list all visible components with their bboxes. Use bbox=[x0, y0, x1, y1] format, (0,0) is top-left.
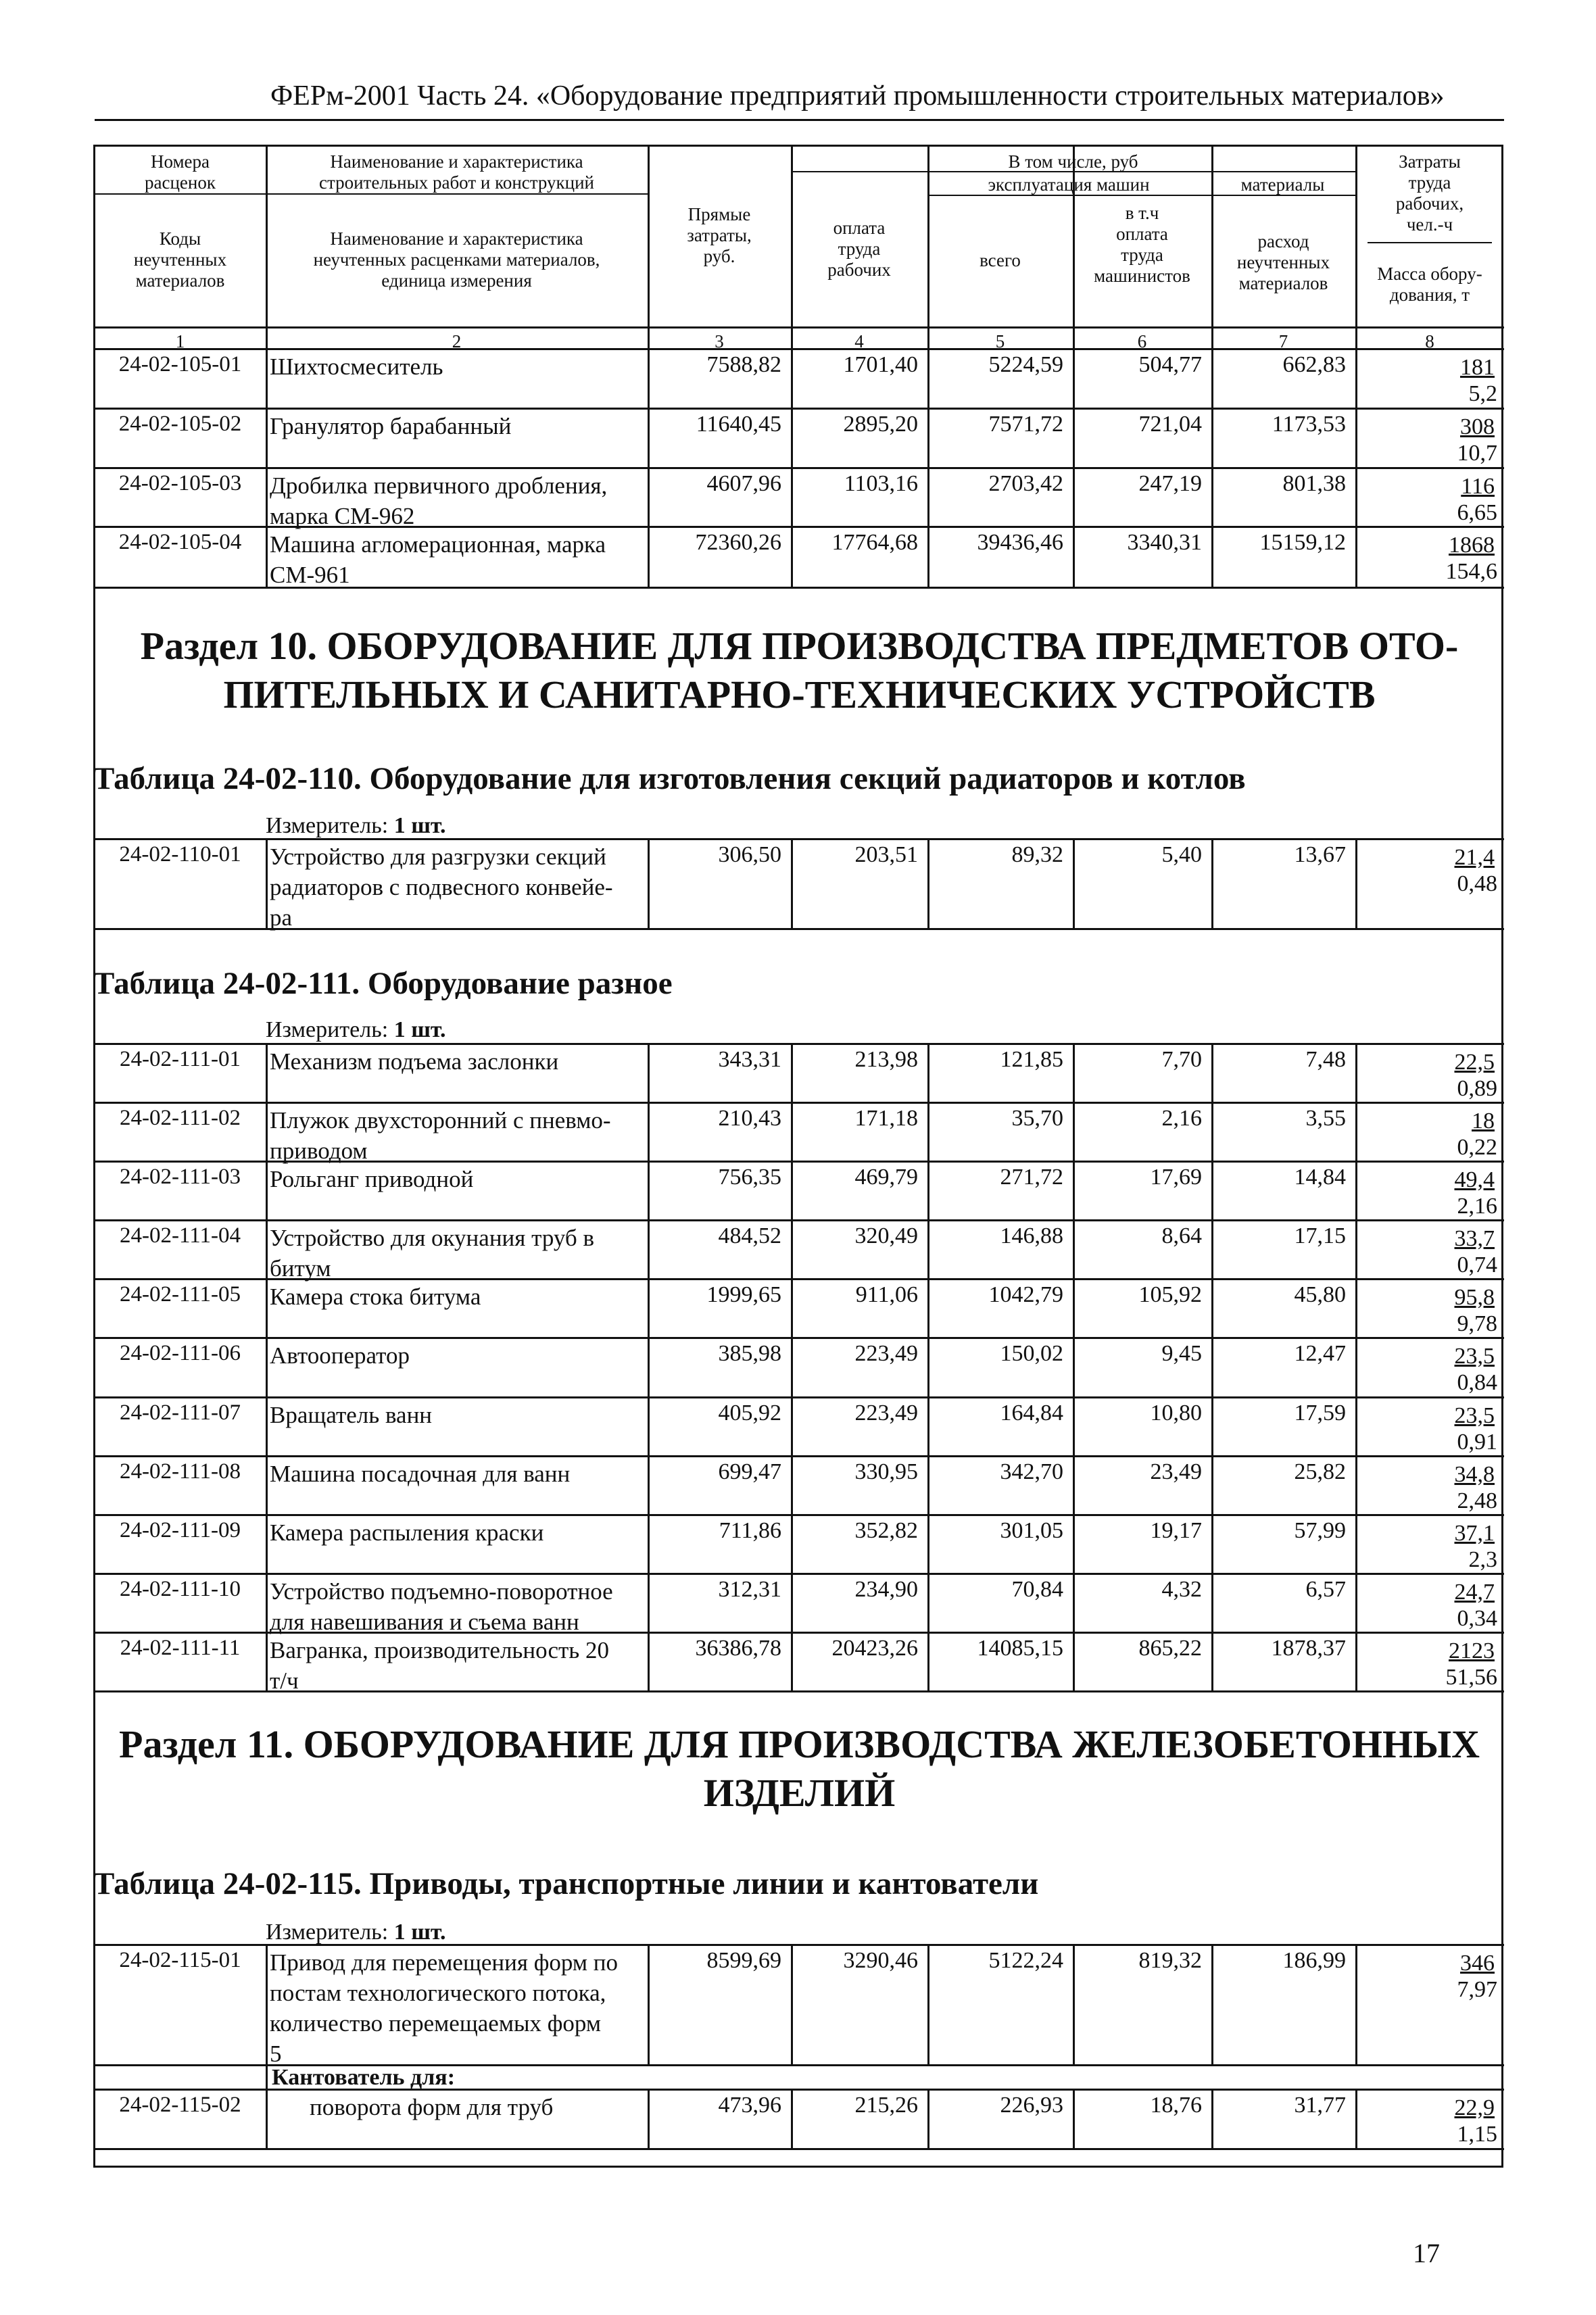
row-line bbox=[95, 1514, 1504, 1516]
header-rate-number: Номера bbox=[150, 151, 210, 172]
labor-pay: 20423,26 bbox=[831, 1636, 918, 1661]
work-name: Устройство для разгрузки секций bbox=[270, 844, 606, 870]
row-line bbox=[95, 2148, 1504, 2150]
column-number: 1 bbox=[175, 331, 185, 351]
column-number: 2 bbox=[452, 331, 462, 351]
rate-code: 24-02-111-10 bbox=[119, 1577, 241, 1601]
row-line bbox=[95, 1102, 1504, 1104]
operator-pay: 23,49 bbox=[1150, 1459, 1202, 1484]
section-title: Раздел 11. ОБОРУДОВАНИЕ ДЛЯ ПРОИЗВОДСТВА ЖЕЛЕЗОБЕТОННЫХ bbox=[119, 1722, 1480, 1766]
header-column-line bbox=[1073, 145, 1075, 348]
table-title: Таблица 24-02-115. Приводы, транспортные линии и кантователи bbox=[93, 1866, 1039, 1901]
materials-cost: 17,59 bbox=[1294, 1400, 1346, 1425]
materials-cost: 7,48 bbox=[1305, 1047, 1346, 1072]
equipment-mass: 0,48 bbox=[1457, 871, 1497, 896]
direct-costs: 36386,78 bbox=[695, 1636, 781, 1661]
measure-unit bbox=[266, 813, 446, 839]
operator-pay: 105,92 bbox=[1138, 1282, 1202, 1307]
labor-pay: 1103,16 bbox=[844, 471, 918, 496]
materials-cost: 662,83 bbox=[1282, 352, 1346, 377]
column-line bbox=[266, 1219, 268, 1278]
materials-cost: 31,77 bbox=[1294, 2093, 1346, 2118]
labor-hours: 95,8 bbox=[1454, 1285, 1495, 1310]
row-line bbox=[95, 2089, 1504, 2091]
operator-pay: 247,19 bbox=[1138, 471, 1202, 496]
labor-hours: 24,7 bbox=[1454, 1580, 1495, 1605]
measure-value: 1 шт. bbox=[393, 1920, 446, 1945]
equipment-mass: 6,65 bbox=[1457, 500, 1497, 525]
equipment-mass: 2,48 bbox=[1457, 1488, 1497, 1513]
rate-code: 24-02-111-03 bbox=[119, 1165, 241, 1189]
column-line bbox=[266, 2089, 268, 2148]
table-top-line bbox=[95, 1944, 1504, 1946]
labor-hours: 23,5 bbox=[1454, 1403, 1495, 1428]
labor-hours: 21,4 bbox=[1454, 845, 1495, 870]
work-name: количество перемещаемых форм bbox=[270, 2010, 602, 2037]
rate-code: 24-02-111-08 bbox=[119, 1459, 241, 1484]
labor-hours: 18 bbox=[1472, 1108, 1495, 1134]
materials-cost: 17,15 bbox=[1294, 1223, 1346, 1248]
row-line bbox=[95, 1396, 1504, 1398]
section-title: ПИТЕЛЬНЫХ И САНИТАРНО-ТЕХНИЧЕСКИХ УСТРОЙСТВ bbox=[223, 673, 1376, 716]
work-name: Камера распыления краски bbox=[270, 1519, 544, 1546]
column-number: 8 bbox=[1425, 331, 1434, 351]
work-name: приводом bbox=[270, 1138, 368, 1164]
machine-costs: 146,88 bbox=[1000, 1223, 1063, 1248]
labor-pay: 352,82 bbox=[854, 1518, 918, 1543]
labor-pay: 223,49 bbox=[854, 1341, 918, 1366]
machine-costs: 89,32 bbox=[1011, 842, 1063, 867]
header-equipment-mass: Масса обору- bbox=[1377, 264, 1482, 284]
rate-code: 24-02-111-01 bbox=[119, 1047, 241, 1071]
labor-hours: 33,7 bbox=[1454, 1226, 1495, 1251]
header-rate-number: расценок bbox=[145, 172, 216, 193]
labor-hours: 37,1 bbox=[1454, 1521, 1495, 1546]
work-name: Вагранка, производительность 20 bbox=[270, 1637, 610, 1663]
work-name: СМ-961 bbox=[270, 562, 350, 588]
operator-pay: 9,45 bbox=[1161, 1341, 1202, 1366]
header-column-line bbox=[927, 145, 929, 348]
labor-hours: 23,5 bbox=[1454, 1344, 1495, 1369]
column-line bbox=[266, 1337, 268, 1396]
rate-code: 24-02-111-02 bbox=[119, 1106, 241, 1130]
operator-pay: 17,69 bbox=[1150, 1165, 1202, 1190]
direct-costs: 4607,96 bbox=[706, 471, 781, 496]
column-line bbox=[266, 1102, 268, 1161]
row-line bbox=[95, 1278, 1504, 1280]
materials-cost: 15159,12 bbox=[1259, 530, 1346, 555]
column-line bbox=[266, 467, 268, 526]
labor-pay: 223,49 bbox=[854, 1400, 918, 1425]
rate-code: 24-02-115-01 bbox=[119, 1948, 241, 1972]
labor-pay: 17764,68 bbox=[831, 530, 918, 555]
materials-cost: 25,82 bbox=[1294, 1459, 1346, 1484]
header-bottom-line bbox=[95, 326, 1504, 328]
measure-value: 1 шт. bbox=[393, 813, 446, 838]
header-unaccounted-materials: материалов bbox=[1238, 273, 1328, 293]
equipment-mass: 0,84 bbox=[1457, 1370, 1497, 1395]
header-labor-hours: Затраты bbox=[1399, 151, 1461, 172]
column-line bbox=[266, 1632, 268, 1690]
work-name: марка СМ-962 bbox=[270, 503, 415, 529]
header-material-name: неучтенных расценками материалов, bbox=[313, 249, 600, 270]
column-number: 5 bbox=[995, 331, 1005, 351]
labor-hours: 346 bbox=[1460, 1951, 1495, 1976]
machine-costs: 226,93 bbox=[1000, 2093, 1063, 2118]
direct-costs: 7588,82 bbox=[706, 352, 781, 377]
header-material-code: материалов bbox=[135, 270, 225, 291]
labor-pay: 2895,20 bbox=[843, 412, 918, 437]
header-work-name: строительных работ и конструкций bbox=[318, 172, 594, 193]
operator-pay: 2,16 bbox=[1161, 1106, 1202, 1131]
row-line bbox=[95, 1455, 1504, 1457]
labor-pay: 469,79 bbox=[854, 1165, 918, 1190]
machine-costs: 35,70 bbox=[1011, 1106, 1063, 1131]
column-line bbox=[266, 348, 268, 408]
row-line bbox=[95, 1632, 1504, 1634]
machine-costs: 271,72 bbox=[1000, 1165, 1063, 1190]
column-line bbox=[266, 1396, 268, 1455]
work-name: радиаторов с подвесного конвейе- bbox=[270, 874, 613, 900]
row-line bbox=[95, 1337, 1504, 1339]
labor-pay: 203,51 bbox=[854, 842, 918, 867]
column-line bbox=[266, 1455, 268, 1514]
header-material-name: единица измерения bbox=[381, 270, 532, 291]
header-direct-costs: руб. bbox=[703, 246, 735, 266]
work-name: Машина посадочная для ванн bbox=[270, 1461, 571, 1487]
machine-costs: 39436,46 bbox=[977, 530, 1063, 555]
labor-pay: 3290,46 bbox=[843, 1948, 918, 1973]
header-direct-costs: затраты, bbox=[687, 225, 752, 245]
page-header: ФЕРм-2001 Часть 24. «Оборудование предприятий промышленности строительных материалов» bbox=[270, 80, 1445, 112]
column-line bbox=[266, 1944, 268, 2064]
row-line bbox=[95, 408, 1504, 410]
column-line bbox=[266, 1573, 268, 1632]
column-line bbox=[266, 526, 268, 587]
page-number: 17 bbox=[1413, 2238, 1440, 2268]
direct-costs: 11640,45 bbox=[696, 412, 781, 437]
materials-cost: 801,38 bbox=[1282, 471, 1346, 496]
column-line bbox=[266, 1043, 268, 1102]
measure-label: Измеритель: bbox=[266, 1017, 389, 1042]
column-number: 4 bbox=[854, 331, 864, 351]
labor-pay: 1701,40 bbox=[843, 352, 918, 377]
row-line bbox=[95, 1690, 1504, 1692]
materials-cost: 57,99 bbox=[1294, 1518, 1346, 1543]
direct-costs: 1999,65 bbox=[706, 1282, 781, 1307]
rate-code: 24-02-111-09 bbox=[119, 1518, 241, 1542]
rate-code: 24-02-110-01 bbox=[119, 842, 241, 867]
operator-pay: 10,80 bbox=[1150, 1400, 1202, 1425]
header-operator-pay: в т.ч bbox=[1125, 203, 1159, 223]
header-unaccounted-materials: расход bbox=[1257, 231, 1309, 251]
equipment-mass: 0,91 bbox=[1457, 1430, 1497, 1455]
work-name: Шихтосмеситель bbox=[270, 354, 443, 380]
column-number: 3 bbox=[715, 331, 724, 351]
direct-costs: 306,50 bbox=[718, 842, 781, 867]
operator-pay: 7,70 bbox=[1161, 1047, 1202, 1072]
column-line bbox=[266, 838, 268, 928]
work-name: Дробилка первичного дробления, bbox=[270, 472, 608, 499]
operator-pay: 8,64 bbox=[1161, 1223, 1202, 1248]
labor-hours: 116 bbox=[1461, 474, 1495, 499]
column-number: 7 bbox=[1278, 331, 1288, 351]
equipment-mass: 7,97 bbox=[1457, 1977, 1497, 2002]
labor-hours: 34,8 bbox=[1454, 1462, 1495, 1487]
row-line bbox=[95, 1161, 1504, 1163]
rate-code: 24-02-111-05 bbox=[119, 1282, 241, 1307]
labor-hours: 49,4 bbox=[1454, 1167, 1495, 1192]
labor-pay: 215,26 bbox=[854, 2093, 918, 2118]
header-operator-pay: труда bbox=[1121, 245, 1163, 265]
direct-costs: 711,86 bbox=[719, 1518, 781, 1543]
rate-code: 24-02-111-04 bbox=[119, 1223, 241, 1248]
operator-pay: 3340,31 bbox=[1127, 530, 1202, 555]
header-rule bbox=[95, 119, 1504, 121]
work-name: поворота форм для труб bbox=[310, 2094, 554, 2120]
header-labor-hours: чел.-ч bbox=[1406, 214, 1453, 235]
operator-pay: 504,77 bbox=[1138, 352, 1202, 377]
table-title: Таблица 24-02-111. Оборудование разное bbox=[93, 966, 673, 1001]
operator-pay: 819,32 bbox=[1138, 1948, 1202, 1973]
machine-costs: 150,02 bbox=[1000, 1341, 1063, 1366]
header-operator-pay: оплата bbox=[1116, 224, 1168, 244]
labor-hours: 181 bbox=[1460, 355, 1495, 380]
machine-costs: 5122,24 bbox=[988, 1948, 1063, 1973]
column-line bbox=[266, 1161, 268, 1219]
materials-cost: 12,47 bbox=[1294, 1341, 1346, 1366]
work-name: Камера стока битума bbox=[270, 1284, 481, 1310]
direct-costs: 385,98 bbox=[718, 1341, 781, 1366]
header-labor-pay: оплата bbox=[833, 218, 886, 238]
rate-code: 24-02-105-04 bbox=[118, 530, 242, 554]
labor-hours: 22,5 bbox=[1454, 1050, 1495, 1075]
column-number: 6 bbox=[1137, 331, 1147, 351]
header-work-name: Наименование и характеристика bbox=[330, 151, 583, 172]
column-line bbox=[266, 1514, 268, 1573]
machine-costs: 14085,15 bbox=[977, 1636, 1063, 1661]
header-machine-operation: эксплуатация машин bbox=[988, 174, 1150, 195]
machine-costs: 70,84 bbox=[1011, 1577, 1063, 1602]
direct-costs: 699,47 bbox=[718, 1459, 781, 1484]
header-including: В том числе, руб bbox=[1008, 151, 1138, 172]
header-materials: материалы bbox=[1240, 174, 1325, 195]
header-labor-hours: труда bbox=[1408, 172, 1451, 193]
labor-hours: 22,9 bbox=[1454, 2095, 1495, 2120]
rate-code: 24-02-115-02 bbox=[119, 2093, 241, 2117]
machine-costs: 121,85 bbox=[1000, 1047, 1063, 1072]
equipment-mass: 9,78 bbox=[1457, 1311, 1497, 1336]
materials-cost: 3,55 bbox=[1305, 1106, 1346, 1131]
equipment-mass: 2,3 bbox=[1468, 1547, 1497, 1572]
work-name: Гранулятор барабанный bbox=[270, 413, 512, 439]
work-name: Устройство для окунания труб в bbox=[270, 1225, 595, 1251]
header-divider bbox=[95, 193, 266, 195]
work-name: Автооператор bbox=[270, 1342, 410, 1369]
header-direct-costs: Прямые bbox=[687, 204, 751, 224]
equipment-mass: 0,74 bbox=[1457, 1252, 1497, 1277]
labor-hours: 308 bbox=[1460, 414, 1495, 439]
direct-costs: 72360,26 bbox=[695, 530, 781, 555]
machine-costs: 5224,59 bbox=[988, 352, 1063, 377]
work-name: для навешивания и съема ванн bbox=[270, 1609, 579, 1635]
row-line bbox=[95, 1219, 1504, 1221]
row-line bbox=[95, 928, 1504, 930]
work-name: Механизм подъема заслонки bbox=[270, 1048, 559, 1075]
work-name: битум bbox=[270, 1255, 331, 1282]
measure-label: Измеритель: bbox=[266, 813, 389, 838]
header-labor-pay: рабочих bbox=[827, 260, 891, 280]
materials-cost: 14,84 bbox=[1294, 1165, 1346, 1190]
equipment-mass: 51,56 bbox=[1445, 1665, 1497, 1690]
direct-costs: 312,31 bbox=[718, 1577, 781, 1602]
labor-pay: 320,49 bbox=[854, 1223, 918, 1248]
work-name: Вращатель ванн bbox=[270, 1402, 433, 1428]
direct-costs: 405,92 bbox=[718, 1400, 781, 1425]
section-title: ИЗДЕЛИЙ bbox=[703, 1771, 896, 1815]
work-name: Рольганг приводной bbox=[270, 1166, 474, 1192]
row-line bbox=[95, 587, 1504, 589]
subheading: Кантователь для: bbox=[272, 2065, 456, 2090]
table-title: Таблица 24-02-110. Оборудование для изготовления секций радиаторов и котлов bbox=[93, 761, 1246, 796]
materials-cost: 45,80 bbox=[1294, 1282, 1346, 1307]
header-divider bbox=[1368, 242, 1492, 243]
table-top-line bbox=[95, 838, 1504, 840]
materials-cost: 6,57 bbox=[1305, 1577, 1346, 1602]
measure-value: 1 шт. bbox=[393, 1017, 446, 1042]
operator-pay: 721,04 bbox=[1138, 412, 1202, 437]
operator-pay: 5,40 bbox=[1161, 842, 1202, 867]
equipment-mass: 2,16 bbox=[1457, 1194, 1497, 1219]
operator-pay: 19,17 bbox=[1150, 1518, 1202, 1543]
header-column-line bbox=[1355, 145, 1357, 348]
header-divider bbox=[927, 195, 1355, 196]
header-material-code: неучтенных bbox=[133, 249, 227, 270]
rate-code: 24-02-111-11 bbox=[120, 1636, 241, 1660]
column-line bbox=[266, 408, 268, 467]
labor-hours: 1868 bbox=[1449, 533, 1495, 558]
equipment-mass: 154,6 bbox=[1445, 559, 1497, 584]
labor-pay: 171,18 bbox=[854, 1106, 918, 1131]
column-line bbox=[266, 1278, 268, 1337]
machine-costs: 2703,42 bbox=[988, 471, 1063, 496]
machine-costs: 1042,79 bbox=[988, 1282, 1063, 1307]
work-name: т/ч bbox=[270, 1667, 299, 1694]
equipment-mass: 0,89 bbox=[1457, 1076, 1497, 1101]
rate-code: 24-02-111-06 bbox=[119, 1341, 241, 1365]
direct-costs: 473,96 bbox=[718, 2093, 781, 2118]
rate-code: 24-02-105-03 bbox=[118, 471, 242, 495]
work-name: 5 bbox=[270, 2041, 282, 2067]
operator-pay: 18,76 bbox=[1150, 2093, 1202, 2118]
direct-costs: 484,52 bbox=[718, 1223, 781, 1248]
direct-costs: 343,31 bbox=[718, 1047, 781, 1072]
materials-cost: 13,67 bbox=[1294, 842, 1346, 867]
column-line bbox=[266, 2064, 268, 2089]
header-material-code: Коды bbox=[159, 228, 201, 249]
labor-pay: 911,06 bbox=[855, 1282, 918, 1307]
equipment-mass: 10,7 bbox=[1457, 441, 1497, 466]
measure-unit bbox=[266, 1920, 446, 1945]
direct-costs: 756,35 bbox=[718, 1165, 781, 1190]
labor-pay: 330,95 bbox=[854, 1459, 918, 1484]
operator-pay: 4,32 bbox=[1161, 1577, 1202, 1602]
materials-cost: 1878,37 bbox=[1271, 1636, 1346, 1661]
header-unaccounted-materials: неучтенных bbox=[1236, 252, 1330, 272]
header-labor-hours: рабочих, bbox=[1395, 193, 1464, 214]
rate-code: 24-02-105-02 bbox=[118, 412, 242, 436]
row-line bbox=[95, 467, 1504, 469]
work-name: Привод для перемещения форм по bbox=[270, 1949, 619, 1976]
table-top-line bbox=[95, 1043, 1504, 1045]
work-name: Плужок двухсторонний с пневмо- bbox=[270, 1107, 611, 1134]
header-column-line bbox=[791, 145, 793, 348]
header-numbers-line bbox=[95, 348, 1504, 350]
header-column-line bbox=[648, 145, 650, 348]
header-equipment-mass: дования, т bbox=[1389, 285, 1470, 305]
header-column-line bbox=[1211, 145, 1213, 348]
header-material-name: Наименование и характеристика bbox=[330, 228, 583, 249]
materials-cost: 186,99 bbox=[1282, 1948, 1346, 1973]
row-line bbox=[95, 526, 1504, 528]
work-name: ра bbox=[270, 904, 293, 931]
equipment-mass: 0,22 bbox=[1457, 1135, 1497, 1160]
row-line bbox=[95, 1573, 1504, 1575]
rate-code: 24-02-111-07 bbox=[119, 1400, 241, 1425]
labor-hours: 2123 bbox=[1449, 1638, 1495, 1663]
equipment-mass: 5,2 bbox=[1468, 381, 1497, 406]
header-operator-pay: машинистов bbox=[1094, 266, 1190, 286]
direct-costs: 210,43 bbox=[718, 1106, 781, 1131]
measure-unit bbox=[266, 1017, 446, 1043]
machine-costs: 342,70 bbox=[1000, 1459, 1063, 1484]
header-divider bbox=[266, 193, 648, 195]
machine-costs: 7571,72 bbox=[988, 412, 1063, 437]
direct-costs: 8599,69 bbox=[706, 1948, 781, 1973]
materials-cost: 1173,53 bbox=[1272, 412, 1346, 437]
work-name: Устройство подъемно-поворотное bbox=[270, 1578, 613, 1605]
labor-pay: 213,98 bbox=[854, 1047, 918, 1072]
machine-costs: 301,05 bbox=[1000, 1518, 1063, 1543]
machine-costs: 164,84 bbox=[1000, 1400, 1063, 1425]
labor-pay: 234,90 bbox=[854, 1577, 918, 1602]
header-column-line bbox=[266, 145, 268, 348]
rate-code: 24-02-105-01 bbox=[118, 352, 242, 376]
equipment-mass: 0,34 bbox=[1457, 1606, 1497, 1631]
measure-label: Измеритель: bbox=[266, 1920, 389, 1945]
work-name: Машина агломерационная, марка bbox=[270, 531, 606, 558]
operator-pay: 865,22 bbox=[1138, 1636, 1202, 1661]
work-name: постам технологического потока, bbox=[270, 1980, 606, 2006]
header-machines-total: всего bbox=[980, 250, 1021, 270]
header-labor-pay: труда bbox=[838, 239, 881, 259]
section-title: Раздел 10. ОБОРУДОВАНИЕ ДЛЯ ПРОИЗВОДСТВА ПРЕДМЕТОВ ОТО- bbox=[140, 624, 1459, 668]
equipment-mass: 1,15 bbox=[1457, 2122, 1497, 2147]
